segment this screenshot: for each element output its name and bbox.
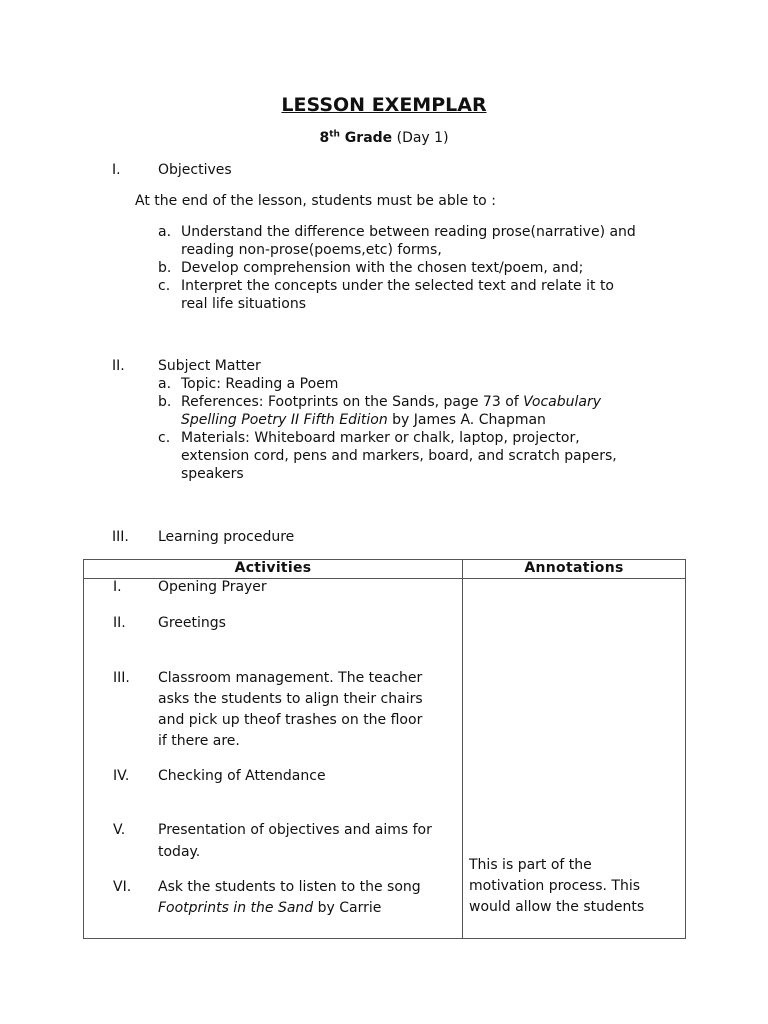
grade-number: 8 xyxy=(319,130,330,146)
annotation-line-2: motivation process. This xyxy=(469,878,641,894)
activity-2-numeral: II. xyxy=(113,615,126,631)
references-prefix: References: Footprints on the Sands, page 73 of xyxy=(181,394,524,410)
annotations-cell xyxy=(463,579,686,939)
activity-2-text: Greetings xyxy=(158,615,226,631)
table-row xyxy=(84,579,686,939)
annotation-line-3: would allow the students xyxy=(469,899,645,915)
activity-1-numeral: I. xyxy=(113,579,122,595)
activities-header: Activities xyxy=(84,560,463,579)
topic-text: Topic: Reading a Poem xyxy=(181,376,339,392)
activity-3-line-2: asks the students to align their chairs xyxy=(158,691,423,707)
references-line-1 xyxy=(181,393,601,411)
objective-a-line-2: reading non-prose(poems,etc) forms, xyxy=(181,242,442,258)
objectives-intro: At the end of the lesson, students must be able to : xyxy=(135,193,496,209)
activity-1-text: Opening Prayer xyxy=(158,579,267,595)
grade-subtitle xyxy=(0,129,768,147)
objective-b-letter: b. xyxy=(158,260,172,276)
procedure-table xyxy=(83,559,686,939)
page-title: LESSON EXEMPLAR xyxy=(281,94,487,116)
materials-line-2: extension cord, pens and markers, board, and scratch papers, xyxy=(181,448,617,464)
section-2-title: Subject Matter xyxy=(158,358,261,374)
activity-4-numeral: IV. xyxy=(113,768,130,784)
objective-c-line-2: real life situations xyxy=(181,296,306,312)
objective-c-line-1: Interpret the concepts under the selected text and relate it to xyxy=(181,278,615,294)
activity-3-line-1: Classroom management. The teacher xyxy=(158,670,423,686)
references-book-title-1: Vocabulary xyxy=(523,394,602,410)
references-letter: b. xyxy=(158,394,172,410)
grade-word: Grade xyxy=(339,130,393,146)
objective-c-letter: c. xyxy=(158,278,171,294)
objective-a-letter: a. xyxy=(158,224,172,240)
activity-5-numeral: V. xyxy=(113,822,126,838)
activity-6-line-1: Ask the students to listen to the song xyxy=(158,879,421,895)
table-header-row xyxy=(84,560,686,579)
topic-letter: a. xyxy=(158,376,172,392)
references-author: by James A. Chapman xyxy=(387,412,546,428)
objective-a-line-1: Understand the difference between reading prose(narrative) and xyxy=(181,224,636,240)
activity-3-numeral: III. xyxy=(113,670,130,686)
song-artist: by Carrie xyxy=(313,900,382,916)
activity-6-line-2 xyxy=(158,898,381,919)
activities-cell xyxy=(84,579,463,939)
section-3-numeral: III. xyxy=(112,529,129,545)
activity-6-numeral: VI. xyxy=(113,879,132,895)
activity-5-line-1: Presentation of objectives and aims for xyxy=(158,822,432,838)
section-2-numeral: II. xyxy=(112,358,125,374)
materials-line-1: Materials: Whiteboard marker or chalk, laptop, projector, xyxy=(181,430,580,446)
activity-4-text: Checking of Attendance xyxy=(158,768,326,784)
activity-5-line-2: today. xyxy=(158,844,201,860)
references-book-title-2: Spelling Poetry II Fifth Edition xyxy=(181,412,388,428)
annotation-line-1: This is part of the xyxy=(469,857,592,873)
section-1-numeral: I. xyxy=(112,162,121,178)
objective-b-line-1: Develop comprehension with the chosen text/poem, and; xyxy=(181,260,584,276)
materials-line-3: speakers xyxy=(181,466,244,482)
activity-3-line-3: and pick up theof trashes on the floor xyxy=(158,712,423,728)
activity-3-line-4: if there are. xyxy=(158,733,240,749)
section-1-title: Objectives xyxy=(158,162,232,178)
song-title: Footprints in the Sand xyxy=(158,900,314,916)
references-line-2 xyxy=(181,411,546,429)
annotations-header: Annotations xyxy=(463,560,686,579)
materials-letter: c. xyxy=(158,430,171,446)
grade-day: (Day 1) xyxy=(392,130,449,146)
section-3-title: Learning procedure xyxy=(158,529,295,545)
grade-suffix: th xyxy=(329,129,340,140)
